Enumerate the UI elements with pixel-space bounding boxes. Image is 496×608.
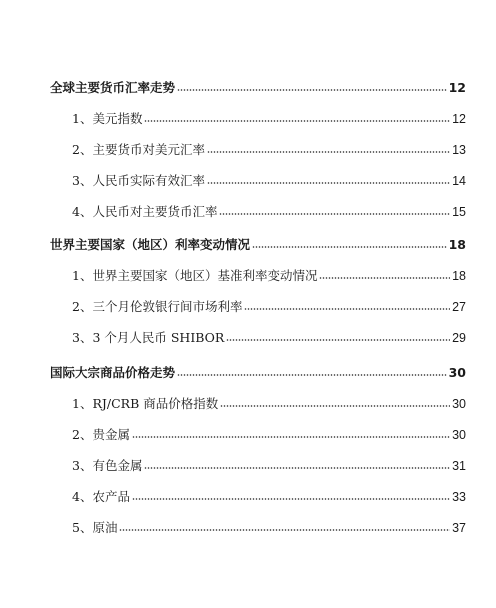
dot-leader bbox=[119, 528, 450, 532]
toc-page-number: 14 bbox=[452, 174, 466, 188]
toc-item-dollar-index[interactable] bbox=[0, 103, 496, 127]
dot-leader bbox=[132, 435, 450, 439]
toc-item-nonferrous-metals[interactable] bbox=[0, 450, 496, 474]
toc-page-number: 12 bbox=[452, 112, 466, 126]
toc-page-number: 12 bbox=[448, 80, 466, 95]
dot-leader bbox=[132, 497, 450, 501]
dot-leader bbox=[244, 307, 450, 311]
toc-item-libor-3m[interactable] bbox=[0, 291, 496, 315]
toc-item-major-currencies-vs-usd[interactable] bbox=[0, 134, 496, 158]
toc-item-title: 2、贵金属 bbox=[72, 427, 130, 442]
toc-page-number: 30 bbox=[452, 428, 466, 442]
toc-page-number: 30 bbox=[452, 397, 466, 411]
toc-item-agricultural-products[interactable] bbox=[0, 481, 496, 505]
toc-item-shibor-3m[interactable] bbox=[0, 322, 496, 346]
toc-item-title: 4、人民币对主要货币汇率 bbox=[72, 204, 218, 219]
toc-item-title: 1、RJ/CRB 商品价格指数 bbox=[72, 396, 219, 411]
dot-leader bbox=[144, 466, 450, 470]
dot-leader bbox=[220, 404, 450, 408]
toc-item-rmb-vs-major-currencies[interactable] bbox=[0, 196, 496, 220]
dot-leader bbox=[177, 88, 447, 92]
toc-item-rmb-effective-rate[interactable] bbox=[0, 165, 496, 189]
dot-leader bbox=[319, 276, 450, 280]
dot-leader bbox=[252, 245, 447, 249]
toc-item-title: 5、原油 bbox=[72, 520, 118, 535]
toc-page-number: 18 bbox=[452, 269, 466, 283]
toc-section-interest-rates[interactable] bbox=[0, 229, 496, 253]
toc-section-title: 全球主要货币汇率走势 bbox=[50, 80, 176, 95]
toc-section-title: 国际大宗商品价格走势 bbox=[50, 365, 176, 380]
toc-page-number: 30 bbox=[448, 365, 466, 380]
toc-item-title: 3、人民币实际有效汇率 bbox=[72, 173, 205, 188]
toc-item-benchmark-rates[interactable] bbox=[0, 260, 496, 284]
toc-page-number: 27 bbox=[452, 300, 466, 314]
toc-item-title: 1、世界主要国家（地区）基准利率变动情况 bbox=[72, 268, 318, 283]
toc-item-precious-metals[interactable] bbox=[0, 419, 496, 443]
toc-item-rj-crb-index[interactable] bbox=[0, 388, 496, 412]
toc-page-number: 29 bbox=[452, 331, 466, 345]
toc-item-title: 3、3 个月人民币 SHIBOR bbox=[72, 330, 225, 345]
toc-section-currency-rates[interactable] bbox=[0, 72, 496, 96]
toc-item-title: 3、有色金属 bbox=[72, 458, 143, 473]
toc-section-title: 世界主要国家（地区）利率变动情况 bbox=[50, 237, 251, 252]
toc-page-number: 13 bbox=[452, 143, 466, 157]
toc-page-number: 18 bbox=[448, 237, 466, 252]
toc-item-title: 1、美元指数 bbox=[72, 111, 143, 126]
toc-item-title: 2、主要货币对美元汇率 bbox=[72, 142, 205, 157]
toc-item-title: 4、农产品 bbox=[72, 489, 130, 504]
dot-leader bbox=[207, 150, 450, 154]
toc-item-crude-oil[interactable] bbox=[0, 512, 496, 536]
toc-page-number: 37 bbox=[452, 521, 466, 535]
toc-page-number: 33 bbox=[452, 490, 466, 504]
toc-item-title: 2、三个月伦敦银行间市场利率 bbox=[72, 299, 243, 314]
dot-leader bbox=[226, 338, 450, 342]
dot-leader bbox=[219, 212, 450, 216]
dot-leader bbox=[144, 119, 450, 123]
toc-section-commodities[interactable] bbox=[0, 357, 496, 381]
toc-page-number: 31 bbox=[452, 459, 466, 473]
dot-leader bbox=[207, 181, 450, 185]
dot-leader bbox=[177, 373, 447, 377]
toc-page-number: 15 bbox=[452, 205, 466, 219]
